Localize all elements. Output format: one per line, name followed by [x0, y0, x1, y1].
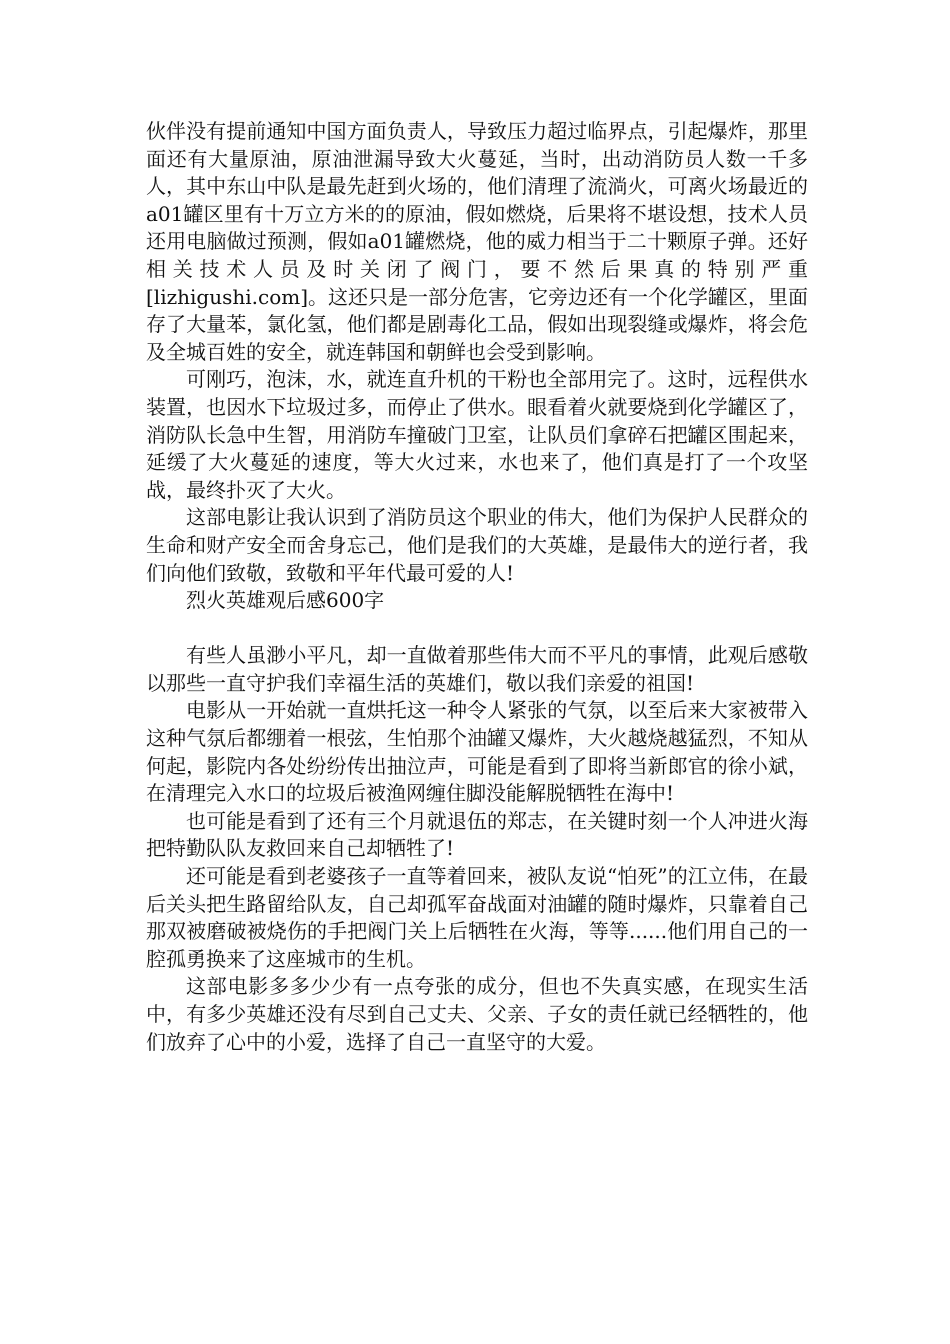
paragraph-jiang-liwei: 还可能是看到老婆孩子一直等着回来，被队友说“怕死”的江立伟，在最后关头把生路留给队友，自己却孤军奋战面对油罐的随时爆炸，只靠着自己那双被磨破被烧伤的手把阀门关上后牺牲在火海，等等......他们用自己的一腔孤勇换来了这座城市的生机。 [146, 864, 808, 971]
paragraph-zheng-zhi: 也可能是看到了还有三个月就退伍的郑志，在关键时刻一个人冲进火海把特勤队队友救回来自己却牺牲了! [146, 808, 808, 861]
paragraph-intro: 有些人虽渺小平凡，却一直做着那些伟大而不平凡的事情，此观后感敬以那些一直守护我们幸福生活的英雄们，敬以我们亲爱的祖国! [146, 643, 808, 695]
blank-line [146, 615, 808, 643]
paragraph-atmosphere: 电影从一开始就一直烘托这一种令人紧张的气氛，以至后来大家被带入这种气氛后都绷着一根弦，生怕那个油罐又爆炸，大火越烧越猛烈，不知从何起，影院内各处纷纷传出抽泣声，可能是看到了即将当新郎官的徐小斌，在清理完入水口的垃圾后被渔网缠住脚没能解脱牺牲在海中! [146, 698, 808, 806]
paragraph-water-supply: 可刚巧，泡沫，水，就连直升机的干粉也全部用完了。这时，远程供水装置，也因水下垃圾过多，而停止了供水。眼看着火就要烧到化学罐区了，消防队长急中生智，用消防车撞破门卫室，让队员们拿碎石把罐区围起来，延缓了大火蔓延的速度，等大火过来，水也来了，他们真是打了一个攻坚战，最终扑灭了大火。 [146, 367, 808, 502]
section-heading: 烈火英雄观后感600字 [186, 588, 385, 613]
paragraph-continued: 伙伴没有提前通知中国方面负责人，导致压力超过临界点，引起爆炸，那里面还有大量原油，原油泄漏导致大火蔓延，当时，出动消防员人数一千多人，其中东山中队是最先赶到火场的，他们清理了流淌火，可离火场最近的a01罐区里有十万立方米的的原油，假如燃烧，后果将不堪设想，技术人员还用电脑做过预测，假如a01罐燃烧，他的威力相当于二十颗原子弹。还好相关技术人员及时关闭了阀门，要不然后果真的特别严重[lizhigushi.com]。这还只是一部分危害，它旁边还有一个化学罐区，里面存了大量苯，氯化氢，他们都是剧毒化工品，假如出现裂缝或爆炸，将会危及全城百姓的安全，就连韩国和朝鲜也会受到影响。 [146, 119, 809, 364]
paragraph-conclusion: 这部电影让我认识到了消防员这个职业的伟大，他们为保护人民群众的生命和财产安全而舍身忘己，他们是我们的大英雄，是最伟大的逆行者，我们向他们致敬，致敬和平年代最可爱的人! [146, 505, 808, 585]
document-page [146, 118, 808, 1056]
paragraph-reflection: 这部电影多多少少有一点夸张的成分，但也不失真实感，在现实生活中，有多少英雄还没有尽到自己丈夫、父亲、子女的责任就已经牺牲的，他们放弃了心中的小爱，选择了自己一直坚守的大爱。 [146, 974, 808, 1054]
